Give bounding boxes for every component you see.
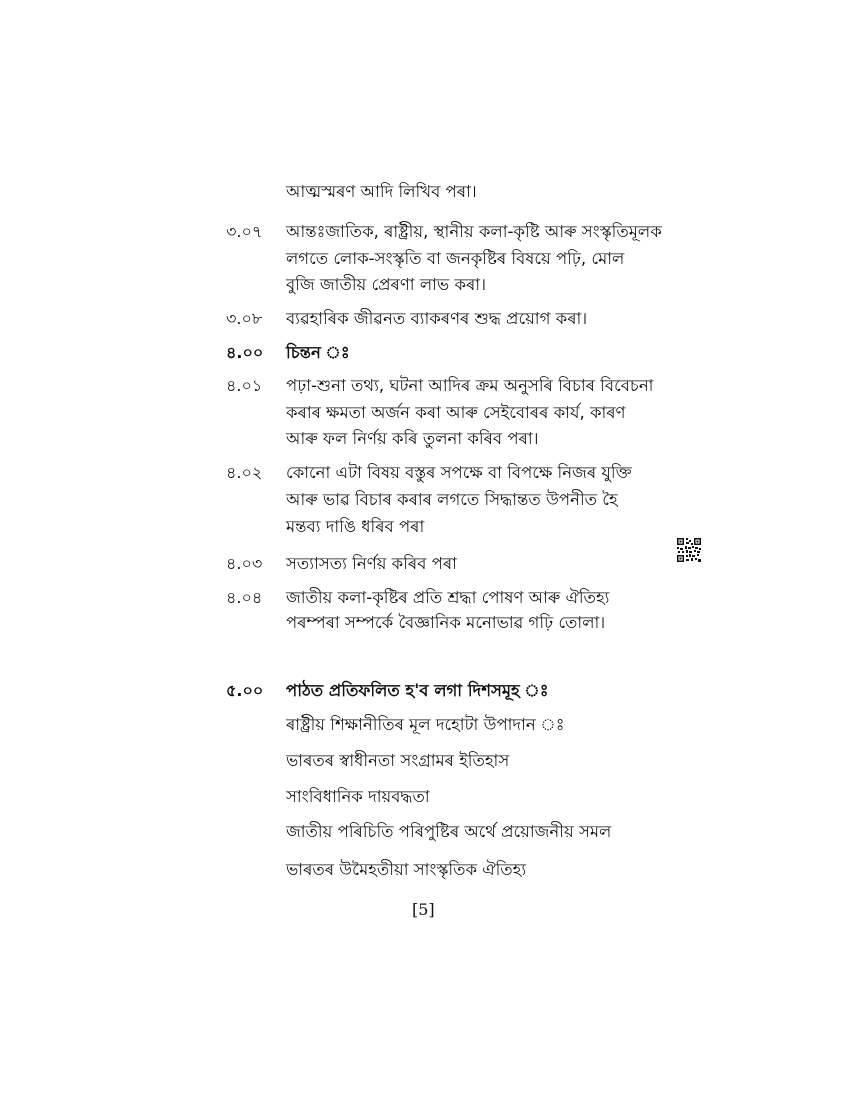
page-number: [5] [412,900,435,919]
item-number-4-02: ৪.০২ [226,463,263,482]
qr-code-icon[interactable] [677,538,701,562]
item-4-01-line-3: আৰু ফল নিৰ্ণয় কৰি তুলনা কৰিব পৰা। [286,429,539,448]
section-5-line-1: ৰাষ্ট্ৰীয় শিক্ষানীতিৰ মূল দহোটা উপাদান ঃ [286,715,565,734]
item-4-04-line-1: জাতীয় কলা-কৃষ্টিৰ প্ৰতি শ্ৰদ্ধা পোষণ আৰু ঐতিহ্য [286,588,610,607]
section-5-line-3: সাংবিধানিক দায়বদ্ধতা [286,787,430,806]
item-number-4-03: ৪.০৩ [226,554,263,573]
item-3-07-line-3: বুজি জাতীয় প্ৰেৰণা লাভ কৰা। [286,275,486,294]
item-4-02-line-2: আৰু ভাৱ বিচাৰ কৰাৰ লগতে সিদ্ধান্তত উপনীত হৈ [286,490,618,509]
section-5-line-2: ভাৰতৰ স্বাধীনতা সংগ্ৰামৰ ইতিহাস [286,751,510,770]
item-4-02-line-3: মন্তব্য দাঙি ধৰিব পৰা [286,517,425,536]
item-number-3-08: ৩.০৮ [226,309,263,328]
item-3-08-line-1: ব্যৱহাৰিক জীৱনত ব্যাকৰণৰ শুদ্ধ প্ৰয়োগ কৰা। [286,309,588,328]
item-number-4-04: ৪.০৪ [226,588,263,607]
section-heading-chintan: চিন্তন ঃ [286,343,350,362]
continuation-line: আত্মস্মৰণ আদি লিখিব পৰা। [286,182,477,201]
item-3-07-line-1: আন্তঃজাতিক, ৰাষ্ট্ৰীয়, স্থানীয় কলা-কৃষ্টি আৰু সংস্কৃতিমূলক [286,222,662,241]
section-5-line-5: ভাৰতৰ উমৈহতীয়া সাংস্কৃতিক ঐতিহ্য [286,860,527,879]
section-5-line-4: জাতীয় পৰিচিতি পৰিপুষ্টিৰ অৰ্থে প্ৰয়োজনীয় সমল [286,822,612,841]
section-heading-5-00: পাঠত প্ৰতিফলিত হ'ব লগা দিশসমূহ ঃ [286,681,549,700]
item-4-04-line-2: পৰম্পৰা সম্পৰ্কে বৈজ্ঞানিক মনোভাৱ গঢ়ি তোলা। [286,613,606,632]
item-4-01-line-1: পঢ়া-শুনা তথ্য, ঘটনা আদিৰ ক্ৰম অনুসৰি বিচাৰ বিবেচনা [286,376,654,395]
item-number-4-01: ৪.০১ [226,376,263,395]
item-number-3-07: ৩.০৭ [226,222,263,241]
section-number-5-00: ৫.০০ [226,681,264,700]
item-4-02-line-1: কোনো এটা বিষয় বস্তুৰ সপক্ষে বা বিপক্ষে নিজৰ যুক্তি [286,463,632,482]
item-3-07-line-2: লগতে লোক-সংস্কৃতি বা জনকৃষ্টিৰ বিষয়ে পঢ়ি, মোল [286,249,625,268]
item-4-03-line-1: সত্যাসত্য নিৰ্ণয় কৰিব পৰা [286,554,457,573]
item-4-01-line-2: কৰাৰ ক্ষমতা অৰ্জন কৰা আৰু সেইবোৰৰ কাৰ্য, কাৰণ [286,403,626,422]
section-number-4-00: ৪.০০ [226,343,264,362]
